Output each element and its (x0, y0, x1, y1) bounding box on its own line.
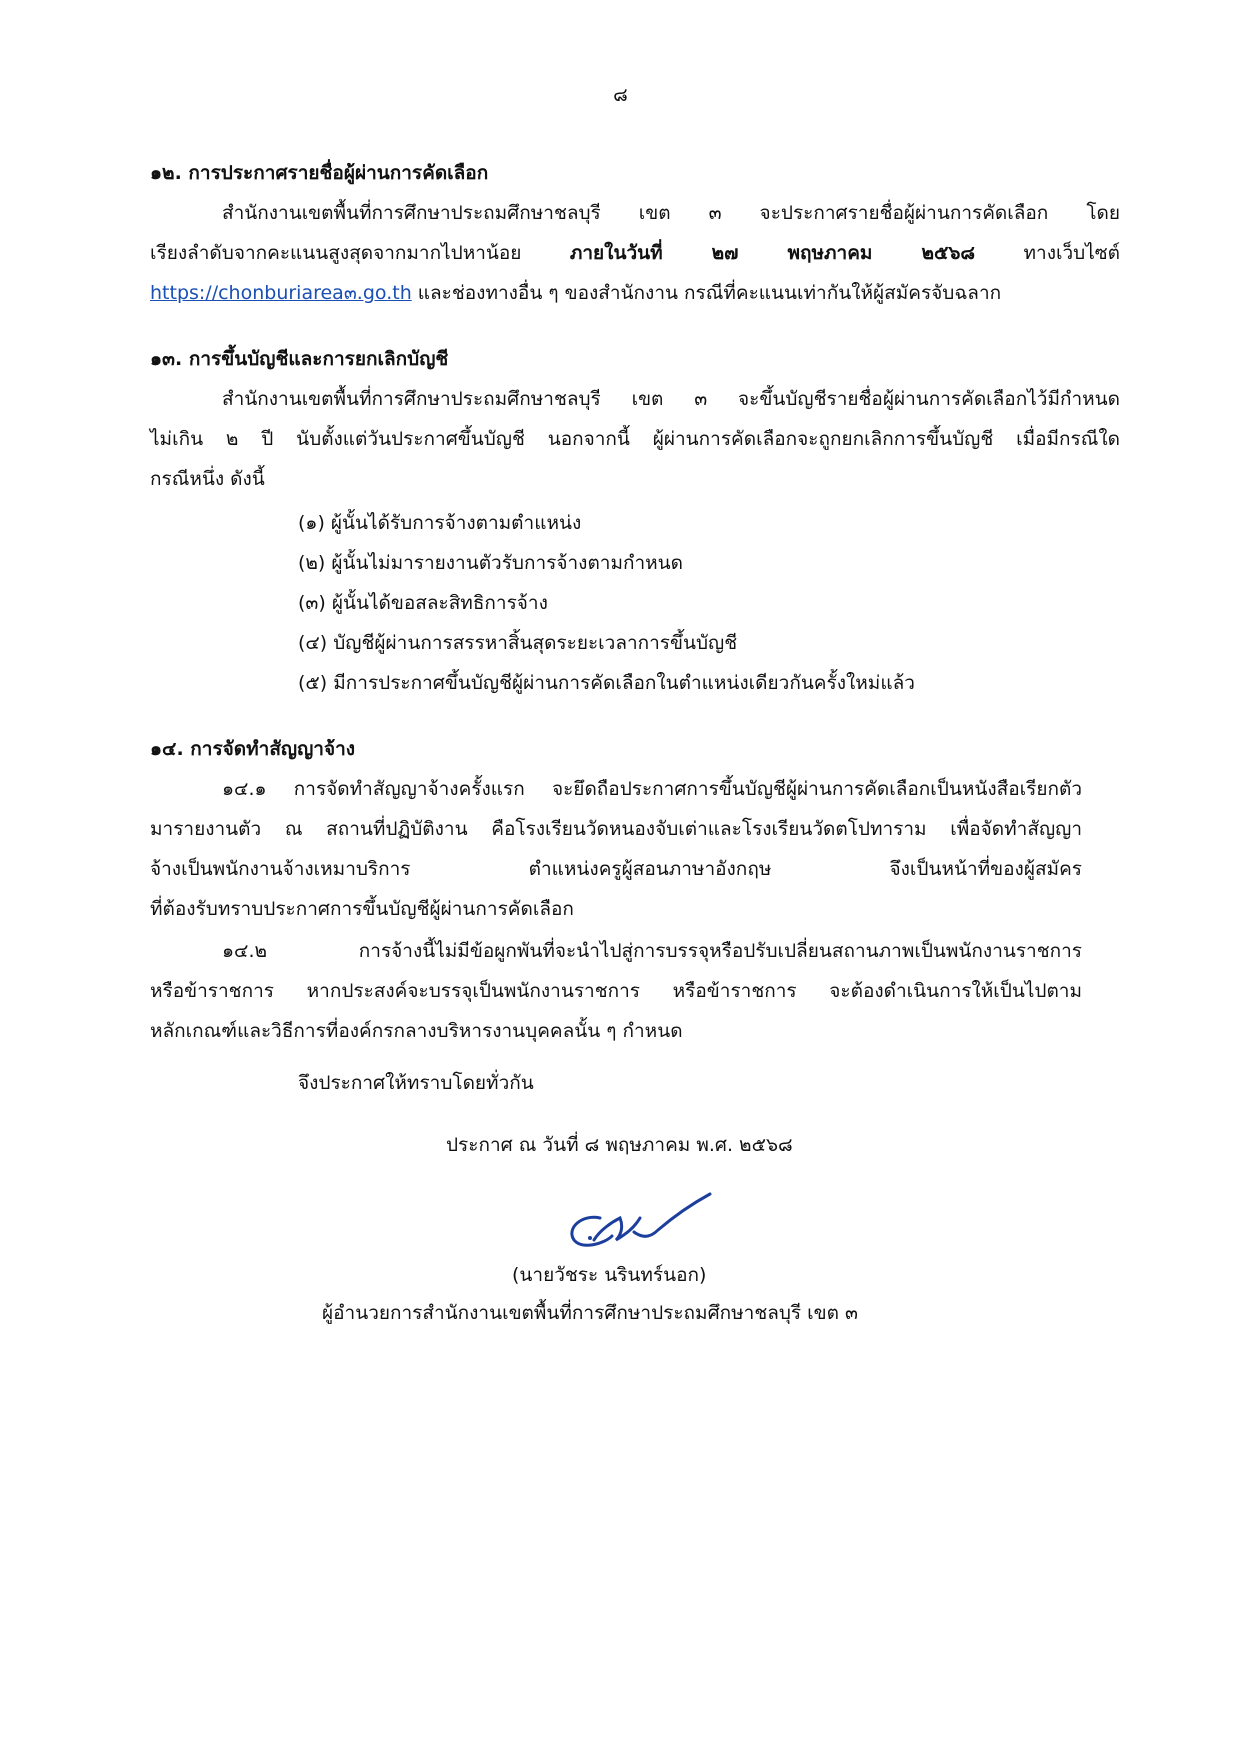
section14-p1-line3: จ้างเป็นพนักงานจ้างเหมาบริการ ตำแหน่งครูผู้สอนภาษาอังกฤษ จึงเป็นหน้าที่ของผู้สมัคร (150, 858, 1082, 880)
section14-p2-line3: หลักเกณฑ์และวิธีการที่องค์กรกลางบริหารงานบุคคลนั้น ๆ กำหนด (150, 1020, 683, 1042)
signature (560, 1188, 720, 1258)
section13-item-4: (๔) บัญชีผู้ผ่านการสรรหาสิ้นสุดระยะเวลาการขึ้นบัญชี (298, 632, 738, 654)
section12-deadline: ภายในวันที่ ๒๗ พฤษภาคม ๒๕๖๘ (569, 242, 976, 264)
announcement-statement: จึงประกาศให้ทราบโดยทั่วกัน (298, 1072, 534, 1094)
section12-line3-text: และช่องทางอื่น ๆ ของสำนักงาน กรณีที่คะแนนเท่ากันให้ผู้สมัครจับฉลาก (411, 282, 1002, 304)
section13-item-5: (๕) มีการประกาศขึ้นบัญชีผู้ผ่านการคัดเลือกในตำแหน่งเดียวกันครั้งใหม่แล้ว (298, 672, 915, 694)
section13-line3: กรณีหนึ่ง ดังนี้ (150, 468, 265, 490)
section12-line3 (150, 280, 1001, 306)
section13-item-2: (๒) ผู้นั้นไม่มารายงานตัวรับการจ้างตามกำหนด (298, 552, 684, 574)
section14-p2-line1: ๑๔.๒ การจ้างนี้ไม่มีข้อผูกพันที่จะนำไปสู่การบรรจุหรือปรับเปลี่ยนสถานภาพเป็นพนักงานราชการ (222, 940, 1082, 962)
section13-item-3: (๓) ผู้นั้นได้ขอสละสิทธิการจ้าง (298, 592, 548, 614)
signer-name: (นายวัชระ นรินทร์นอก) (512, 1264, 707, 1286)
section12-line2 (150, 240, 1120, 266)
section13-item-1: (๑) ผู้นั้นได้รับการจ้างตามตำแหน่ง (298, 512, 582, 534)
announcement-date: ประกาศ ณ วันที่ ๘ พฤษภาคม พ.ศ. ๒๕๖๘ (446, 1134, 793, 1156)
section14-p2-line2: หรือข้าราชการ หากประสงค์จะบรรจุเป็นพนักงานราชการ หรือข้าราชการ จะต้องดำเนินการให้เป็นไปตาม (150, 980, 1082, 1002)
section13-line1: สำนักงานเขตพื้นที่การศึกษาประถมศึกษาชลบุรี เขต ๓ จะขึ้นบัญชีรายชื่อผู้ผ่านการคัดเลือกไว้มีกำหนด (222, 388, 1120, 410)
page-number: ๘ (613, 84, 628, 106)
section12-heading: ๑๒. การประกาศรายชื่อผู้ผ่านการคัดเลือก (150, 162, 489, 184)
website-link[interactable]: https://chonburiarea๓.go.th (150, 282, 412, 304)
section13-line2: ไม่เกิน ๒ ปี นับตั้งแต่วันประกาศขึ้นบัญชี นอกจากนี้ ผู้ผ่านการคัดเลือกจะถูกยกเลิกการขึ้นบัญชี เมื่อมีกรณีใด (150, 428, 1120, 450)
section14-p1-line1: ๑๔.๑ การจัดทำสัญญาจ้างครั้งแรก จะยึดถือประกาศการขึ้นบัญชีผู้ผ่านการคัดเลือกเป็นหนังสือเรียกตัว (222, 778, 1082, 800)
section14-heading: ๑๔. การจัดทำสัญญาจ้าง (150, 738, 356, 760)
signer-title: ผู้อำนวยการสำนักงานเขตพื้นที่การศึกษาประถมศึกษาชลบุรี เขต ๓ (322, 1302, 859, 1324)
section14-p1-line4: ที่ต้องรับทราบประกาศการขึ้นบัญชีผู้ผ่านการคัดเลือก (150, 898, 574, 920)
signature-graphic (560, 1188, 720, 1258)
section12-line2-website-label: ทางเว็บไซต์ (1023, 242, 1120, 264)
section12-line1: สำนักงานเขตพื้นที่การศึกษาประถมศึกษาชลบุรี เขต ๓ จะประกาศรายชื่อผู้ผ่านการคัดเลือก โดย (222, 202, 1120, 224)
section13-heading: ๑๓. การขึ้นบัญชีและการยกเลิกบัญชี (150, 348, 449, 370)
section14-p1-line2: มารายงานตัว ณ สถานที่ปฏิบัติงาน คือโรงเรียนวัดหนองจับเต่าและโรงเรียนวัดตโปทาราม เพื่อจัดทำสัญญา (150, 818, 1082, 840)
section12-line2-text: เรียงลำดับจากคะแนนสูงสุดจากมากไปหาน้อย (150, 242, 522, 264)
